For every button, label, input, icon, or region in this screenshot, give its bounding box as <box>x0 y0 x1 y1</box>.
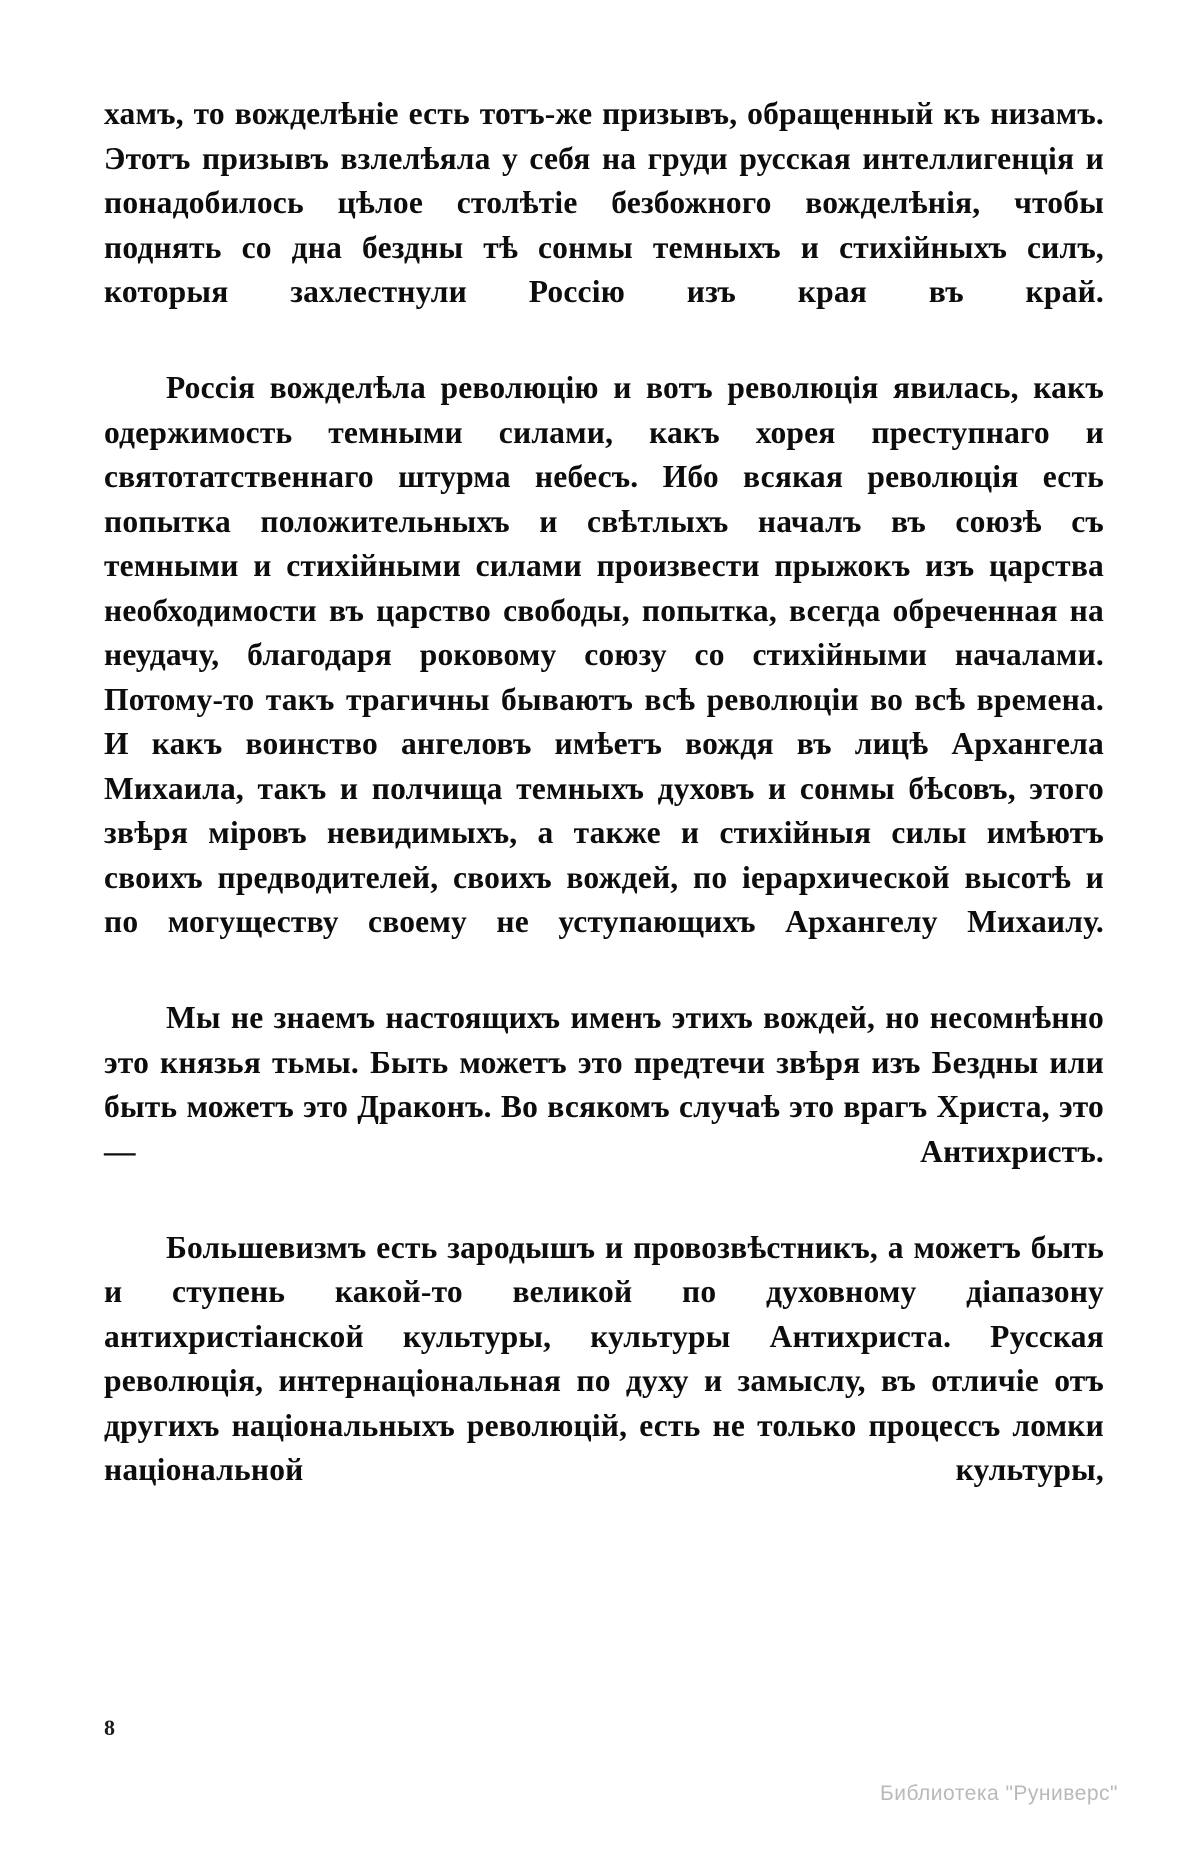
paragraph-1: хамъ, то вожделѣніе есть тотъ-же призывъ, обращенный къ низамъ. Этотъ призывъ взлелѣяла у себя на груди русская интеллигенція и понадобилось цѣлое столѣтіе безбожного вожделѣнія, чтобы поднять со дна бездны тѣ сонмы темныхъ и стихійныхъ силъ, которыя захлестнули Россію изъ края въ край. <box>104 96 1104 309</box>
body-text-column <box>104 92 1104 1537</box>
paragraph-4: Большевизмъ есть зародышъ и провозвѣстникъ, а можетъ быть и ступень какой-то великой по духовному діапазону антихристіанской культуры, культуры Антихриста. Русская революція, интернаціональная по духу и замыслу, въ отличіе отъ другихъ національныхъ революцій, есть не только процессъ ломки національной культуры, <box>104 1229 1104 1487</box>
paragraph-2: Россія вожделѣла революцію и вотъ революція явилась, какъ одержимость темными силами, какъ хорея преступнаго и святотатственнаго штурма небесъ. Ибо всякая революція есть попытка положительныхъ и свѣтлыхъ началъ въ союзѣ съ темными и стихійными силами произвести прыжокъ изъ царства необходимости въ царство свободы, попытка, всегда обреченная на неудачу, благодаря роковому союзу со стихійными началами. Потому-то такъ трагичны бываютъ всѣ революціи во всѣ времена. И какъ воинство ангеловъ имѣетъ вождя въ лицѣ Архангела Михаила, такъ и полчища темныхъ духовъ и сонмы бѣсовъ, этого звѣря міровъ невидимыхъ, а также и стихійныя силы имѣютъ своихъ предводителей, своихъ вождей, по іерархической высотѣ и по могуществу своему не уступающихъ Архангелу Михаилу. <box>104 370 1104 939</box>
library-watermark: Библиотека "Руниверс" <box>879 1782 1118 1805</box>
paragraph-3: Мы не знаемъ настоящихъ именъ этихъ вождей, но несомнѣнно это князья тьмы. Быть можетъ это предтечи звѣря изъ Бездны или быть можетъ это Драконъ. Во всякомъ случаѣ это врагъ Христа, это — Антихристъ. <box>104 1000 1104 1169</box>
page-number: 8 <box>104 1715 115 1740</box>
